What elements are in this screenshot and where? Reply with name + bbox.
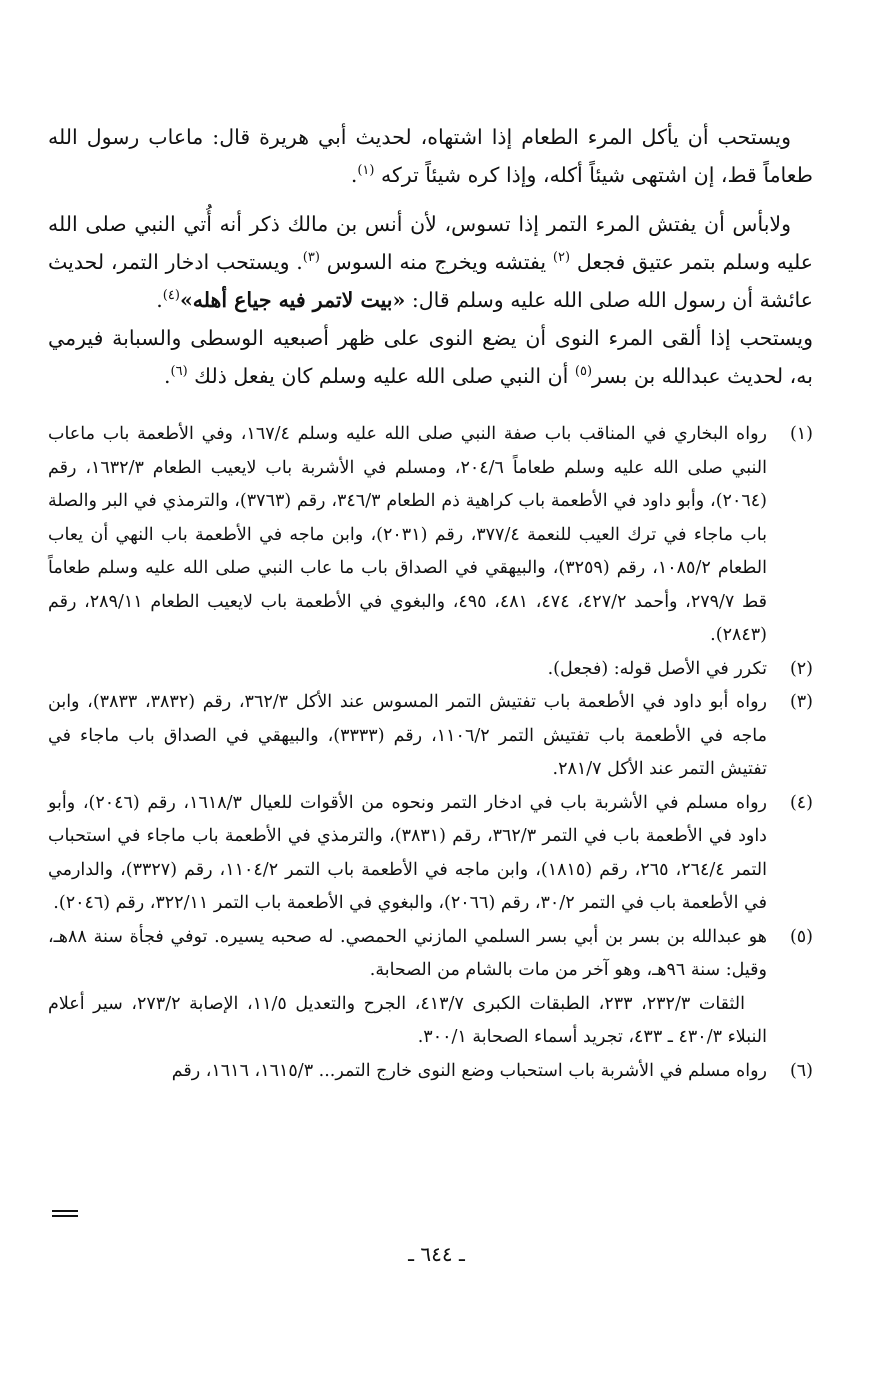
footnote-5-sources: الثقات ٢٣٢/٣، ٢٣٣، الطبقات الكبرى ٤١٣/٧، الجرح والتعديل ١١/٥، الإصابة ٢٧٣/٢، سير أعلام النبلاء ٤٣٠/٣ ـ ٤٣٣، تجريد أسماء الصحابة ٣٠٠/١. (48, 993, 767, 1047)
footnote-text: رواه مسلم في الأشربة باب استحباب وضع النوى خارج التمر... ١٦١٥/٣، ١٦١٦، رقم (171, 1060, 767, 1081)
continuation-mark (52, 1210, 78, 1220)
footnote-1 (48, 418, 813, 653)
continuation-line (52, 1210, 78, 1212)
paragraph-text: ويستحب أن يأكل المرء الطعام إذا اشتهاه، لحديث أبي هريرة قال: ماعاب رسول الله طعاماً قط، إن اشتهى شيئاً أكله، وإذا كره شيئاً تركه (48, 125, 813, 187)
footnote-text: رواه البخاري في المناقب باب صفة النبي صلى الله عليه وسلم ١٦٧/٤، وفي الأطعمة باب ماعاب النبي صلى الله عليه وسلم طعاماً ٢٠٤/٦، ومسلم في الأشربة باب لايعيب الطعام ١٦٣٢/٣، رقم (٢٠٦٤)، وأبو داود في الأطعمة باب كراهية ذم الطعام ٣٤٦/٣، رقم (٣٧٦٣)، والترمذي في البر والصلة باب ماجاء في ترك العيب للنعمة ٣٧٧/٤، رقم (٢٠٣١)، وابن ماجه في الأطعمة باب النهي أن يعاب الطعام ١٠٨٥/٢، رقم (٣٢٥٩)، والبيهقي في الصداق باب ما عاب النبي صلى الله عليه وسلم طعاماً قط ٢٧٩/٧، وأحمد ٤٢٧/٢، ٤٧٤، ٤٨١، ٤٩٥، والبغوي في الأطعمة باب لايعيب الطعام ٢٨٩/١١، رقم (٢٨٤٣). (48, 424, 767, 645)
footnote-6 (48, 1055, 813, 1089)
footnote-text: تكرر في الأصل قوله: (فجعل). (547, 658, 767, 679)
main-paragraph-2 (48, 205, 813, 395)
footnote-number: (٤) (789, 792, 813, 813)
paragraph-text: يفتشه ويخرج منه السوس (326, 250, 547, 274)
footnote-3 (48, 686, 813, 787)
footnote-ref-4: (٤) (162, 288, 180, 304)
paragraph-end: . (163, 364, 171, 388)
paragraph-text: . ويستحب ادخار التمر، لحديث عائشة أن رسول الله صلى الله عليه وسلم قال: (48, 250, 813, 312)
hadith-quote: «بيت لاتمر فيه جياع أهله» (179, 288, 406, 312)
paragraph-end: . (156, 288, 163, 312)
footnote-ref-3: (٣) (302, 250, 320, 266)
footnote-number: (٣) (789, 692, 813, 712)
footnote-ref-6: (٦) (170, 364, 188, 380)
footnotes (48, 418, 813, 1088)
footnote-ref-2: (٢) (552, 250, 571, 266)
paragraph-text: أن النبي صلى الله عليه وسلم كان يفعل ذلك (194, 364, 569, 388)
footnote-2 (48, 653, 813, 687)
footnote-ref-1: (١) (357, 163, 375, 179)
paragraph-end: . (350, 163, 358, 187)
page-body (48, 118, 813, 1088)
continuation-line (52, 1215, 78, 1217)
footnote-text: رواه أبو داود في الأطعمة باب تفتيش التمر المسوس عند الأكل ٣٦٢/٣، رقم (٣٨٣٢، ٣٨٣٣)، وابن ماجه في الأطعمة باب تفتيش التمر ١١٠٦/٢، رقم (٣٣٣٣)، والبيهقي في الصداق باب ماجاء في تفتيش التمر عند الأكل ٢٨١/٧. (48, 692, 767, 779)
footnote-4 (48, 787, 813, 921)
main-paragraph-1 (48, 118, 813, 194)
footnote-number: (١) (789, 424, 813, 444)
page-number: ـ ٦٤٤ ـ (408, 1242, 465, 1266)
footnote-5 (48, 921, 813, 988)
footnote-number: (٦) (789, 1060, 813, 1081)
footnote-text: رواه مسلم في الأشربة باب في ادخار التمر ونحوه من الأقوات للعيال ١٦١٨/٣، رقم (٢٠٤٦)، وأبو داود في الأطعمة باب في التمر ٣٦٢/٣، رقم (٣٨٣١)، والترمذي في الأطعمة باب ماجاء في استحباب التمر ٢٦٤/٤، ٢٦٥، رقم (١٨١٥)، وابن ماجه في الأطعمة باب التمر ١١٠٤/٢، رقم (٣٣٢٧)، والدارمي في الأطعمة باب في التمر ٣٠/٢، رقم (٢٠٦٦)، والبغوي في الأطعمة باب التمر ٣٢٢/١١، رقم (٢٠٤٦). (48, 792, 767, 913)
paragraph-text: ويستحب إذا ألقى المرء النوى أن يضع النوى على ظهر أصبعيه الوسطى والسبابة فيرمي به، لحديث عبدالله بن بسر (48, 326, 813, 388)
footnote-number: (٥) (789, 926, 813, 947)
footnote-separator (48, 411, 813, 412)
footnote-ref-5: (٥) (574, 364, 593, 380)
footnote-text: هو عبدالله بن بسر بن أبي بسر السلمي المازني الحمصي. له صحبه يسيره. توفي فجأة سنة ٨٨هـ، وقيل: سنة ٩٦هـ، وهو آخر من مات بالشام من الصحابة. (48, 926, 767, 980)
paragraph-text: ولابأس أن يفتش المرء التمر إذا تسوس، لأن أنس بن مالك ذكر أنه أُتي النبي صلى الله عليه وسلم بتمر عتيق فجعل (48, 212, 813, 274)
footnote-number: (٢) (789, 658, 813, 679)
